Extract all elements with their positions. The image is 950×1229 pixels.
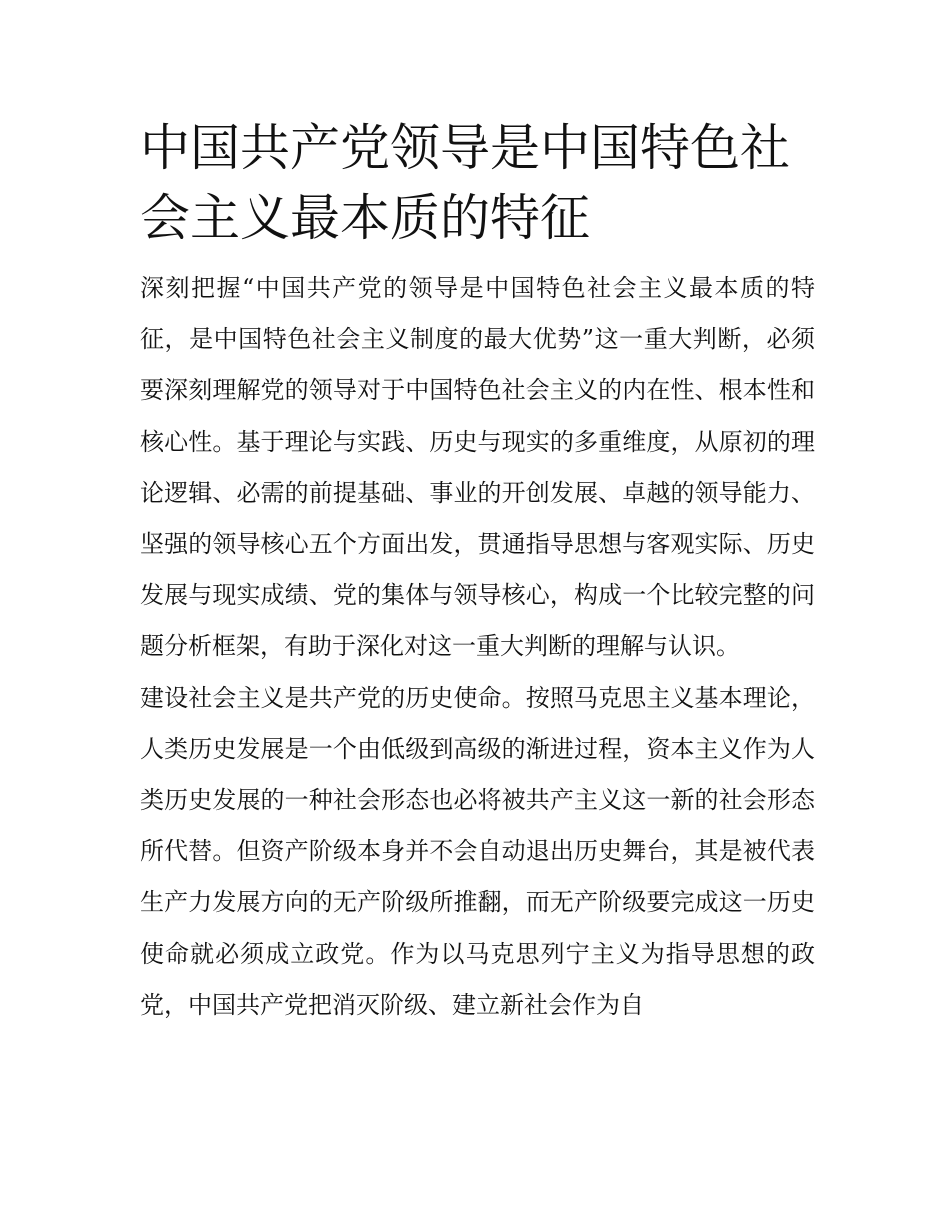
paragraph-2: 建设社会主义是共产党的历史使命。按照马克思主义基本理论，人类历史发展是一个由低级到高级的渐进过程，资本主义作为人类历史发展的一种社会形态也必将被共产主义这一新的社会形态所代替。但资产阶级本身并不会自动退出历史舞台，其是被代表生产力发展方向的无产阶级所推翻，而无产阶级要完成这一历史使命就必须成立政党。作为以马克思列宁主义为指导思想的政党，中国共产党把消灭阶级、建立新社会作为自 xyxy=(140,683,815,1019)
document-title: 中国共产党领导是中国特色社会主义最本质的特征 xyxy=(140,119,790,247)
paragraph-1: 深刻把握“中国共产党的领导是中国特色社会主义最本质的特征，是中国特色社会主义制度的最大优势”这一重大判断，必须要深刻理解党的领导对于中国特色社会主义的内在性、根本性和核心性。基于理论与实践、历史与现实的多重维度，从原初的理论逻辑、必需的前提基础、事业的开创发展、卓越的领导能力、坚强的领导核心五个方面出发，贯通指导思想与客观实际、历史发展与现实成绩、党的集体与领导核心，构成一个比较完整的问题分析框架，有助于深化对这一重大判断的理解与认识。 xyxy=(140,274,815,661)
document-body xyxy=(140,113,815,1031)
